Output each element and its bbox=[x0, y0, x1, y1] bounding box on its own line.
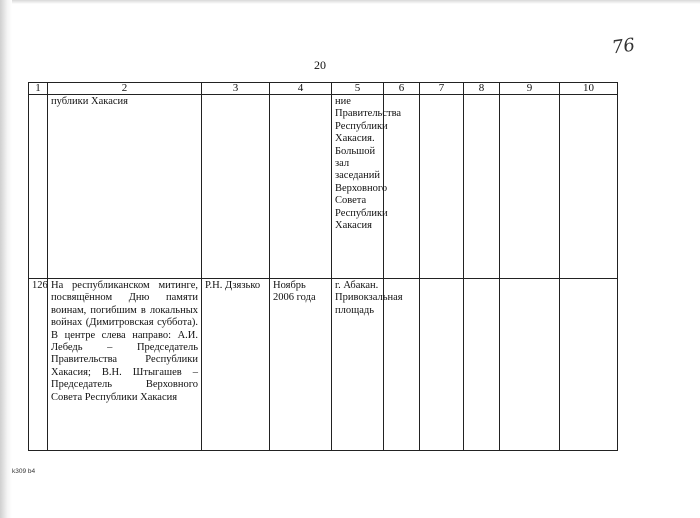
col8-cell bbox=[464, 279, 500, 451]
description-cell: публики Хакасия bbox=[48, 95, 202, 279]
col8-cell bbox=[464, 95, 500, 279]
col6-cell bbox=[384, 95, 420, 279]
date-cell: Ноябрь 2006 года bbox=[270, 279, 332, 451]
handwritten-sheet-number: 76 bbox=[610, 34, 637, 59]
column-header-4: 4 bbox=[270, 83, 332, 95]
col7-cell bbox=[420, 279, 464, 451]
place-cell: ние Правительства Республики Хакасия. Большой зал заседаний Верховного Совета Республики Хакасия bbox=[332, 95, 384, 279]
column-header-6: 6 bbox=[384, 83, 420, 95]
col10-cell bbox=[560, 95, 618, 279]
row-number-cell: 126 bbox=[29, 279, 48, 451]
place-cell: г. Абакан. Привокзальная площадь bbox=[332, 279, 384, 451]
col9-cell bbox=[500, 279, 560, 451]
column-header-10: 10 bbox=[560, 83, 618, 95]
column-number-row bbox=[29, 83, 618, 95]
author-cell bbox=[202, 95, 270, 279]
column-header-5: 5 bbox=[332, 83, 384, 95]
page-top-edge bbox=[0, 0, 700, 4]
author-cell: Р.Н. Дзязько bbox=[202, 279, 270, 451]
col7-cell bbox=[420, 95, 464, 279]
page-number: 20 bbox=[314, 58, 326, 72]
page-left-edge bbox=[0, 0, 12, 518]
column-header-1: 1 bbox=[29, 83, 48, 95]
date-cell bbox=[270, 95, 332, 279]
column-header-3: 3 bbox=[202, 83, 270, 95]
col6-cell bbox=[384, 279, 420, 451]
table-row bbox=[29, 95, 618, 279]
description-cell: На республиканском митинге, посвящённом Дню памяти воинам, погибшим в локальных войнах (Димитровская суббота). В центре слева направо: А.И. Лебедь – Председатель Правительства Республики Хакасия; В.Н. Штыгашев – Председатель Верховного Совета Республики Хакасия bbox=[48, 279, 202, 451]
table-row bbox=[29, 279, 618, 451]
col9-cell bbox=[500, 95, 560, 279]
column-header-9: 9 bbox=[500, 83, 560, 95]
column-header-8: 8 bbox=[464, 83, 500, 95]
row-number-cell bbox=[29, 95, 48, 279]
register-table bbox=[28, 82, 618, 451]
footer-code: k309 b4 bbox=[12, 468, 36, 475]
column-header-7: 7 bbox=[420, 83, 464, 95]
column-header-2: 2 bbox=[48, 83, 202, 95]
col10-cell bbox=[560, 279, 618, 451]
